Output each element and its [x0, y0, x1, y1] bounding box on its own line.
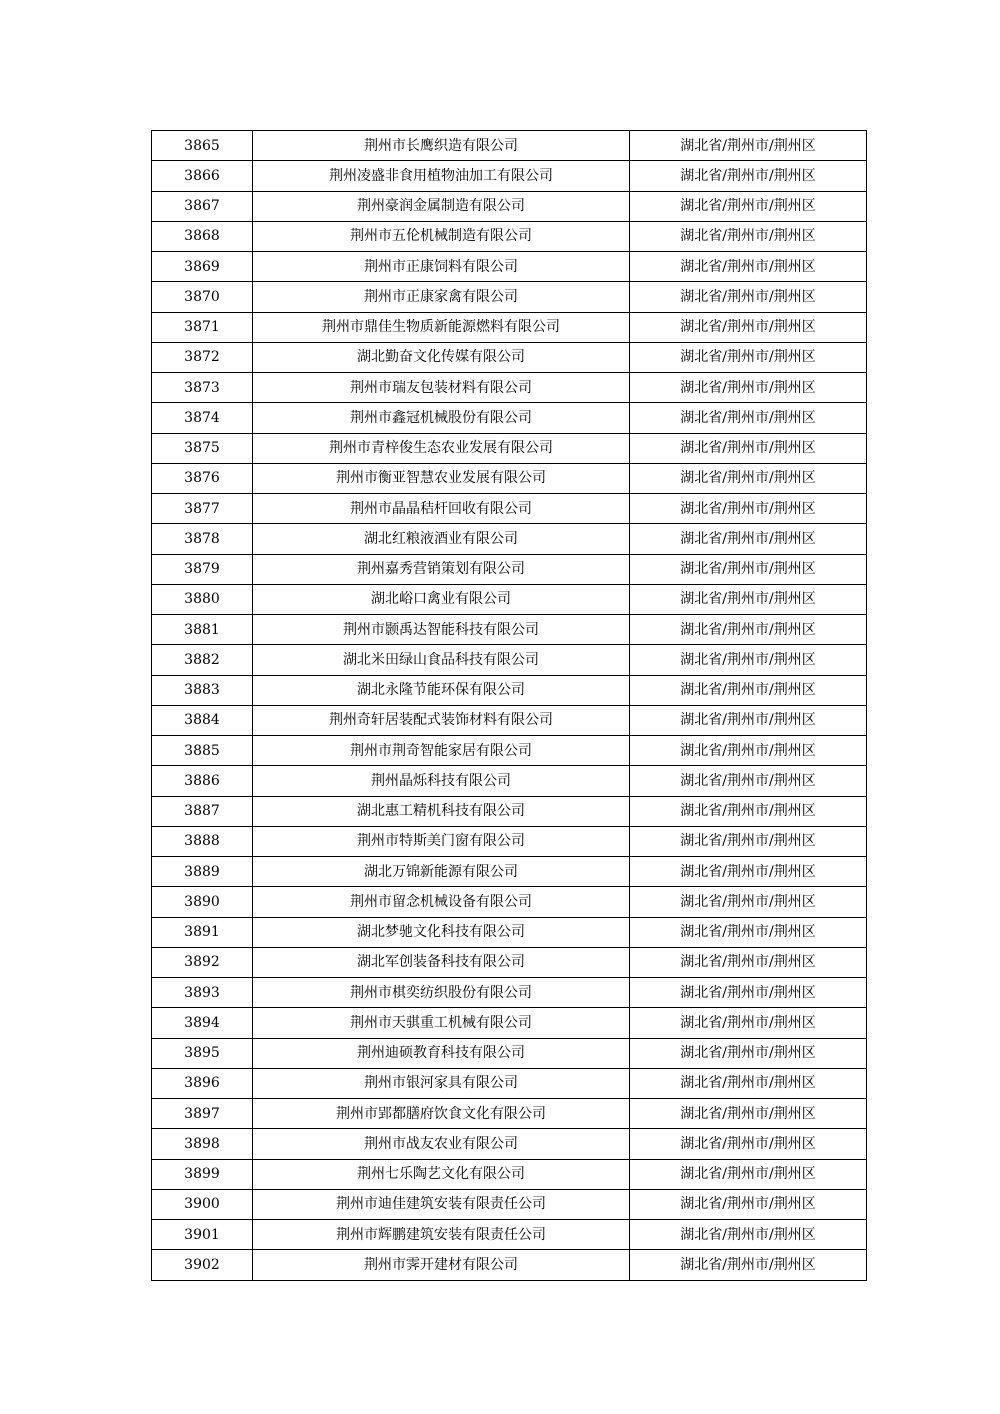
row-number-cell: 3889 [152, 857, 253, 887]
company-name-cell: 荆州晶烁科技有限公司 [253, 766, 630, 796]
company-name-cell: 荆州七乐陶艺文化有限公司 [253, 1159, 630, 1189]
row-number-cell: 3891 [152, 917, 253, 947]
company-name-cell: 湖北惠工精机科技有限公司 [253, 796, 630, 826]
row-number-cell: 3896 [152, 1068, 253, 1098]
company-name-cell: 荆州市瑞友包装材料有限公司 [253, 373, 630, 403]
row-number-cell: 3866 [152, 161, 253, 191]
region-cell: 湖北省/荆州市/荆州区 [630, 615, 867, 645]
company-name-cell: 湖北军创装备科技有限公司 [253, 947, 630, 977]
row-number-cell: 3888 [152, 826, 253, 856]
region-cell: 湖北省/荆州市/荆州区 [630, 978, 867, 1008]
company-name-cell: 湖北米田绿山食品科技有限公司 [253, 645, 630, 675]
table-row [152, 282, 867, 312]
company-name-cell: 荆州市辉鹏建筑安装有限责任公司 [253, 1220, 630, 1250]
company-table-body [152, 131, 867, 1281]
row-number-cell: 3893 [152, 978, 253, 1008]
row-number-cell: 3874 [152, 403, 253, 433]
region-cell: 湖北省/荆州市/荆州区 [630, 1250, 867, 1280]
table-row [152, 131, 867, 161]
company-name-cell: 荆州市荆奇智能家居有限公司 [253, 736, 630, 766]
company-name-cell: 湖北峪口禽业有限公司 [253, 584, 630, 614]
table-row [152, 554, 867, 584]
region-cell: 湖北省/荆州市/荆州区 [630, 554, 867, 584]
region-cell: 湖北省/荆州市/荆州区 [630, 524, 867, 554]
table-row [152, 1038, 867, 1068]
region-cell: 湖北省/荆州市/荆州区 [630, 766, 867, 796]
row-number-cell: 3890 [152, 887, 253, 917]
table-row [152, 1099, 867, 1129]
company-name-cell: 荆州市郢都膳府饮食文化有限公司 [253, 1099, 630, 1129]
company-name-cell: 湖北勤奋文化传媒有限公司 [253, 342, 630, 372]
company-name-cell: 荆州市棋奕纺织股份有限公司 [253, 978, 630, 1008]
row-number-cell: 3886 [152, 766, 253, 796]
table-row [152, 857, 867, 887]
table-row [152, 1189, 867, 1219]
table-row [152, 342, 867, 372]
region-cell: 湖北省/荆州市/荆州区 [630, 1008, 867, 1038]
row-number-cell: 3872 [152, 342, 253, 372]
company-name-cell: 荆州市鑫冠机械股份有限公司 [253, 403, 630, 433]
region-cell: 湖北省/荆州市/荆州区 [630, 1068, 867, 1098]
table-row [152, 1129, 867, 1159]
company-name-cell: 荆州市青梓俊生态农业发展有限公司 [253, 433, 630, 463]
table-row [152, 1220, 867, 1250]
company-name-cell: 荆州凌盛非食用植物油加工有限公司 [253, 161, 630, 191]
row-number-cell: 3901 [152, 1220, 253, 1250]
region-cell: 湖北省/荆州市/荆州区 [630, 463, 867, 493]
region-cell: 湖北省/荆州市/荆州区 [630, 887, 867, 917]
region-cell: 湖北省/荆州市/荆州区 [630, 131, 867, 161]
company-name-cell: 荆州嘉秀营销策划有限公司 [253, 554, 630, 584]
row-number-cell: 3883 [152, 675, 253, 705]
region-cell: 湖北省/荆州市/荆州区 [630, 252, 867, 282]
table-row [152, 736, 867, 766]
company-name-cell: 荆州市长鹰织造有限公司 [253, 131, 630, 161]
region-cell: 湖北省/荆州市/荆州区 [630, 826, 867, 856]
table-row [152, 221, 867, 251]
company-name-cell: 荆州迪硕教育科技有限公司 [253, 1038, 630, 1068]
company-name-cell: 荆州市特斯美门窗有限公司 [253, 826, 630, 856]
table-row [152, 917, 867, 947]
company-name-cell: 荆州市天骐重工机械有限公司 [253, 1008, 630, 1038]
row-number-cell: 3900 [152, 1189, 253, 1219]
region-cell: 湖北省/荆州市/荆州区 [630, 1159, 867, 1189]
table-row [152, 1068, 867, 1098]
table-row [152, 433, 867, 463]
company-name-cell: 荆州市正康家禽有限公司 [253, 282, 630, 312]
company-name-cell: 荆州市霁开建材有限公司 [253, 1250, 630, 1280]
company-name-cell: 荆州市战友农业有限公司 [253, 1129, 630, 1159]
region-cell: 湖北省/荆州市/荆州区 [630, 1129, 867, 1159]
table-row [152, 463, 867, 493]
company-name-cell: 湖北万锦新能源有限公司 [253, 857, 630, 887]
table-row [152, 947, 867, 977]
row-number-cell: 3897 [152, 1099, 253, 1129]
company-name-cell: 湖北红粮液酒业有限公司 [253, 524, 630, 554]
region-cell: 湖北省/荆州市/荆州区 [630, 1220, 867, 1250]
row-number-cell: 3873 [152, 373, 253, 403]
company-name-cell: 荆州市晶晶秸杆回收有限公司 [253, 494, 630, 524]
region-cell: 湖北省/荆州市/荆州区 [630, 312, 867, 342]
company-name-cell: 荆州市迪佳建筑安装有限责任公司 [253, 1189, 630, 1219]
row-number-cell: 3876 [152, 463, 253, 493]
region-cell: 湖北省/荆州市/荆州区 [630, 584, 867, 614]
company-name-cell: 荆州市留念机械设备有限公司 [253, 887, 630, 917]
company-name-cell: 荆州市五伦机械制造有限公司 [253, 221, 630, 251]
table-row [152, 645, 867, 675]
table-row [152, 1250, 867, 1280]
region-cell: 湖北省/荆州市/荆州区 [630, 161, 867, 191]
row-number-cell: 3869 [152, 252, 253, 282]
row-number-cell: 3878 [152, 524, 253, 554]
region-cell: 湖北省/荆州市/荆州区 [630, 221, 867, 251]
company-name-cell: 荆州市银河家具有限公司 [253, 1068, 630, 1098]
table-row [152, 796, 867, 826]
table-row [152, 312, 867, 342]
company-name-cell: 荆州豪润金属制造有限公司 [253, 191, 630, 221]
row-number-cell: 3895 [152, 1038, 253, 1068]
row-number-cell: 3884 [152, 705, 253, 735]
company-name-cell: 荆州市正康饲料有限公司 [253, 252, 630, 282]
region-cell: 湖北省/荆州市/荆州区 [630, 796, 867, 826]
region-cell: 湖北省/荆州市/荆州区 [630, 947, 867, 977]
table-row [152, 584, 867, 614]
table-row [152, 161, 867, 191]
region-cell: 湖北省/荆州市/荆州区 [630, 403, 867, 433]
company-name-cell: 湖北永隆节能环保有限公司 [253, 675, 630, 705]
row-number-cell: 3892 [152, 947, 253, 977]
region-cell: 湖北省/荆州市/荆州区 [630, 917, 867, 947]
row-number-cell: 3867 [152, 191, 253, 221]
region-cell: 湖北省/荆州市/荆州区 [630, 342, 867, 372]
region-cell: 湖北省/荆州市/荆州区 [630, 1099, 867, 1129]
region-cell: 湖北省/荆州市/荆州区 [630, 1189, 867, 1219]
region-cell: 湖北省/荆州市/荆州区 [630, 191, 867, 221]
row-number-cell: 3871 [152, 312, 253, 342]
row-number-cell: 3885 [152, 736, 253, 766]
region-cell: 湖北省/荆州市/荆州区 [630, 433, 867, 463]
table-row [152, 403, 867, 433]
region-cell: 湖北省/荆州市/荆州区 [630, 1038, 867, 1068]
region-cell: 湖北省/荆州市/荆州区 [630, 373, 867, 403]
row-number-cell: 3877 [152, 494, 253, 524]
row-number-cell: 3899 [152, 1159, 253, 1189]
table-row [152, 1008, 867, 1038]
company-table [151, 130, 867, 1281]
table-row [152, 191, 867, 221]
company-name-cell: 荆州市衡亚智慧农业发展有限公司 [253, 463, 630, 493]
row-number-cell: 3898 [152, 1129, 253, 1159]
region-cell: 湖北省/荆州市/荆州区 [630, 494, 867, 524]
region-cell: 湖北省/荆州市/荆州区 [630, 675, 867, 705]
region-cell: 湖北省/荆州市/荆州区 [630, 645, 867, 675]
table-row [152, 615, 867, 645]
company-name-cell: 荆州奇轩居装配式装饰材料有限公司 [253, 705, 630, 735]
row-number-cell: 3880 [152, 584, 253, 614]
table-row [152, 978, 867, 1008]
region-cell: 湖北省/荆州市/荆州区 [630, 857, 867, 887]
company-name-cell: 荆州市颢禹达智能科技有限公司 [253, 615, 630, 645]
table-row [152, 887, 867, 917]
row-number-cell: 3887 [152, 796, 253, 826]
table-row [152, 373, 867, 403]
row-number-cell: 3881 [152, 615, 253, 645]
row-number-cell: 3882 [152, 645, 253, 675]
table-row [152, 494, 867, 524]
region-cell: 湖北省/荆州市/荆州区 [630, 736, 867, 766]
row-number-cell: 3870 [152, 282, 253, 312]
row-number-cell: 3865 [152, 131, 253, 161]
table-row [152, 252, 867, 282]
table-row [152, 766, 867, 796]
row-number-cell: 3894 [152, 1008, 253, 1038]
table-row [152, 675, 867, 705]
row-number-cell: 3868 [152, 221, 253, 251]
region-cell: 湖北省/荆州市/荆州区 [630, 705, 867, 735]
row-number-cell: 3879 [152, 554, 253, 584]
table-row [152, 705, 867, 735]
region-cell: 湖北省/荆州市/荆州区 [630, 282, 867, 312]
company-name-cell: 荆州市鼎佳生物质新能源燃料有限公司 [253, 312, 630, 342]
row-number-cell: 3902 [152, 1250, 253, 1280]
table-row [152, 524, 867, 554]
company-name-cell: 湖北梦驰文化科技有限公司 [253, 917, 630, 947]
table-row [152, 826, 867, 856]
row-number-cell: 3875 [152, 433, 253, 463]
table-row [152, 1159, 867, 1189]
